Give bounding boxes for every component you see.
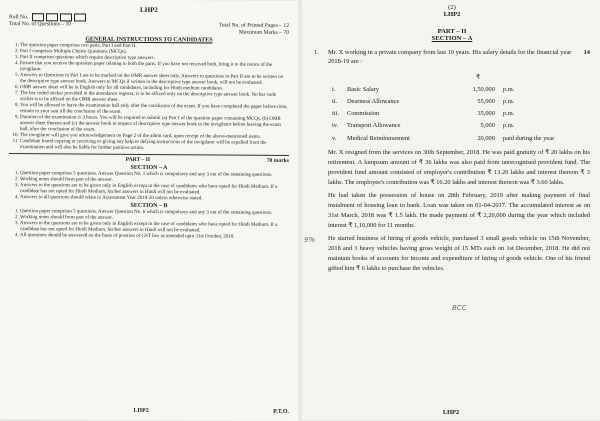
salary-period: p.m. [502, 97, 515, 105]
section-b-item: 1. Question paper comprises 5 questions. Answer Question No. 6 which is compulsory and any 3 out of the remaining questions. [20, 209, 289, 217]
question-1 [314, 48, 590, 66]
salary-item: Transport Allowance [346, 122, 401, 130]
salary-period: p.m. [502, 122, 515, 130]
right-paper-code: LHP2 [443, 11, 461, 18]
part2-label: PART – II [125, 157, 151, 164]
paragraph-resignation: Mr. X resigned from the services on 30th September, 2018. He was paid gratuity of ₹ 20 lakhs on his retirement. A lumpsum amount of ₹ 36 lakhs was also paid from unrecognised provident fund. The provident fund amount consisted of employer's contribution ₹ 13.20 lakhs and interest thereon ₹ 3 lakhs. The employee's contribution was ₹ 16.20 lakhs and interest thereon was ₹ 3.60 lakhs. [328, 149, 590, 187]
part-heading: PART – II [437, 28, 467, 35]
section-a-item: 4. Answers to all questions should relate to Assessment Year 2019-20 unless otherwise stated. [20, 195, 289, 203]
paragraph-house-loan: He had taken the possession of house on 28th February, 2019 after making payment of final instalment of housing loan to bank. Loan was taken on 01-04-2017. The accumulated interest as on 31st March, 2018 was ₹ 1.5 lakh. He made payment of ₹ 2,20,000 during the year which included interest ₹ 1,10,000 for 11 months. [328, 192, 590, 230]
salary-amount: 20,000 [477, 134, 495, 142]
question-number: 1. [314, 49, 319, 56]
instruction-item: 10. The invigilator will give you acknowledgement on Page 2 of the admit card, upon receipt of the above-mentioned items. [20, 133, 289, 141]
section-b-heading: SECTION – B [130, 203, 168, 210]
roman-index: iii. [332, 110, 339, 118]
max-marks: Maximum Marks – 70 [238, 29, 289, 37]
section-a-item: 1. Question paper comprises 5 questions. Answer Question No. 1 which is compulsory and any 3 out of the remaining questions. [20, 171, 289, 179]
section-b-list [9, 209, 289, 241]
salary-period: p.m. [502, 85, 515, 93]
salary-item: Commission [346, 110, 380, 118]
paragraph-business: He started business of hiring of goods vehicle, purchased 3 small goods vehicle on 15th November, 2018 and 3 heavy vehicles having gross weight of 15 MTs each on 1st December, 2018. He did not maintain books of accounts for income and expenditure of hiring of goods vehicle. One of his friend gifted him ₹ 6 lakhs to purchase the vehicles. [328, 235, 590, 273]
instruction-item: 11. Candidate found copying or receiving or giving any help or defying instructions of the invigilator will be expelled from the examination and will also be liable for further punitive action. [20, 139, 289, 153]
salary-amount: 1,50,000 [472, 85, 495, 93]
salary-period: p.m. [502, 110, 515, 118]
salary-period: paid during the year [502, 134, 555, 142]
table-row [328, 120, 558, 132]
right-page [302, 0, 600, 420]
handwritten-note: BCC [452, 304, 467, 312]
printed-pages: Total No. of Printed Pages – 12 [218, 22, 289, 30]
right-footer-code: LHP2 [442, 409, 460, 416]
instruction-item: 5. Answers to Questions in Part I are to be marked on the OMR answer sheet only. Answers to questions in Part II are to be written on the descriptive type answer book. Answers to MCQs if written in the descriptive type answer book, will not be evaluated. [20, 73, 289, 87]
left-footer [9, 407, 289, 415]
left-page [0, 0, 298, 421]
left-footer-code: LHP2 [133, 407, 149, 414]
total-questions: Total No. of Questions – 10 [9, 21, 72, 28]
section-b-item: 4. All questions should be answered on the basis of position of GST law as amended upto 31st October, 2018. [20, 233, 289, 241]
currency-symbol: ₹ [475, 73, 481, 81]
general-instructions-heading: GENERAL INSTRUCTIONS TO CANDIDATES [85, 36, 213, 44]
section-a-heading: SECTION – A [130, 165, 168, 172]
roman-index: i. [332, 85, 336, 93]
salary-amount: 55,000 [477, 97, 495, 105]
question-intro: Mr. X working in a private company from last 10 years. His salary details for the financial year 2018-19 are : [328, 49, 572, 65]
salary-item: Medical Reimbursement [346, 134, 410, 142]
paper-code: LHP2 [140, 5, 158, 15]
salary-amount: 35,000 [477, 110, 495, 118]
table-row [328, 83, 558, 95]
roman-index: ii. [332, 97, 338, 105]
instruction-item: 7. The bar coded sticker provided in the attendance register, is to be affixed only on the descriptive type answer book. No bar code sticker is to be affixed on the OMR answer sheet. [20, 91, 289, 105]
section-a-item: 3. Answers to the questions are to be given only in English except in the case of candidates who have opted for Hindi Medium. If a candidate has not opted for Hindi Medium, his/her answers in Hindi will not be evaluated. [20, 183, 289, 197]
salary-item: Basic Salary [346, 85, 380, 93]
roman-index: v. [332, 134, 337, 142]
table-row [328, 70, 558, 83]
instruction-item: 2. Part I comprises Multiple Choice Questions (MCQs). [20, 49, 289, 57]
part2-marks: 70 marks [266, 158, 289, 165]
question-marks: 14 [583, 49, 590, 56]
section-a-item: 2. Working notes should form part of the answer. [20, 177, 289, 185]
salary-item: Dearness Allowance [346, 97, 400, 105]
general-instructions-list [9, 43, 289, 153]
table-row [328, 108, 558, 120]
handwritten-note: 9% [304, 236, 316, 244]
instruction-item: 1. The question paper comprises two parts, Part I and Part II. [20, 43, 289, 51]
salary-table [328, 70, 558, 144]
instruction-item: 6. OMR answer sheet will be in English only for all candidates, including for Hindi medium candidates. [20, 85, 289, 93]
section-b-item: 2. Working notes should form part of the answer. [20, 215, 289, 223]
salary-amount: 5,000 [480, 122, 495, 130]
section-heading: SECTION – A [431, 35, 473, 42]
roman-index: iv. [332, 122, 339, 130]
instruction-item: 3. Part II comprises questions which require descriptive type answers. [20, 55, 289, 63]
page-number: (2) [448, 4, 456, 11]
section-a-list [9, 171, 289, 203]
instruction-item: 9. Duration of the examination is 3 hours. You will be required to submit (a) Part I of the question paper containing MCQs, (b) OMR answer sheet thereon and (c) the answer book in respect of descriptive type answer book to the invigilator before leaving the exam hall, after the conclusion of the exam. [20, 115, 289, 135]
table-row [328, 95, 558, 107]
instruction-item: 4. Ensure that you receive the question paper relating to both the parts. If you have not received both, bring it to the notice of the invigilator. [20, 61, 289, 75]
section-b-item: 3. Answers to the questions are to be given only in English except in the case of candidates who have opted for Hindi Medium. If a candidate has not opted for Hindi Medium, his/her answers in Hindi will not be evaluated. [20, 221, 289, 235]
table-row [328, 132, 558, 144]
instruction-item: 8. You will be allowed to leave the examination hall only after the conclusion of the exam. If you have completed the paper before time, remain in your seat till the conclusion of the exam. [20, 103, 289, 117]
pto-label: P.T.O. [273, 408, 289, 415]
roll-no-label: Roll No. [9, 13, 86, 22]
